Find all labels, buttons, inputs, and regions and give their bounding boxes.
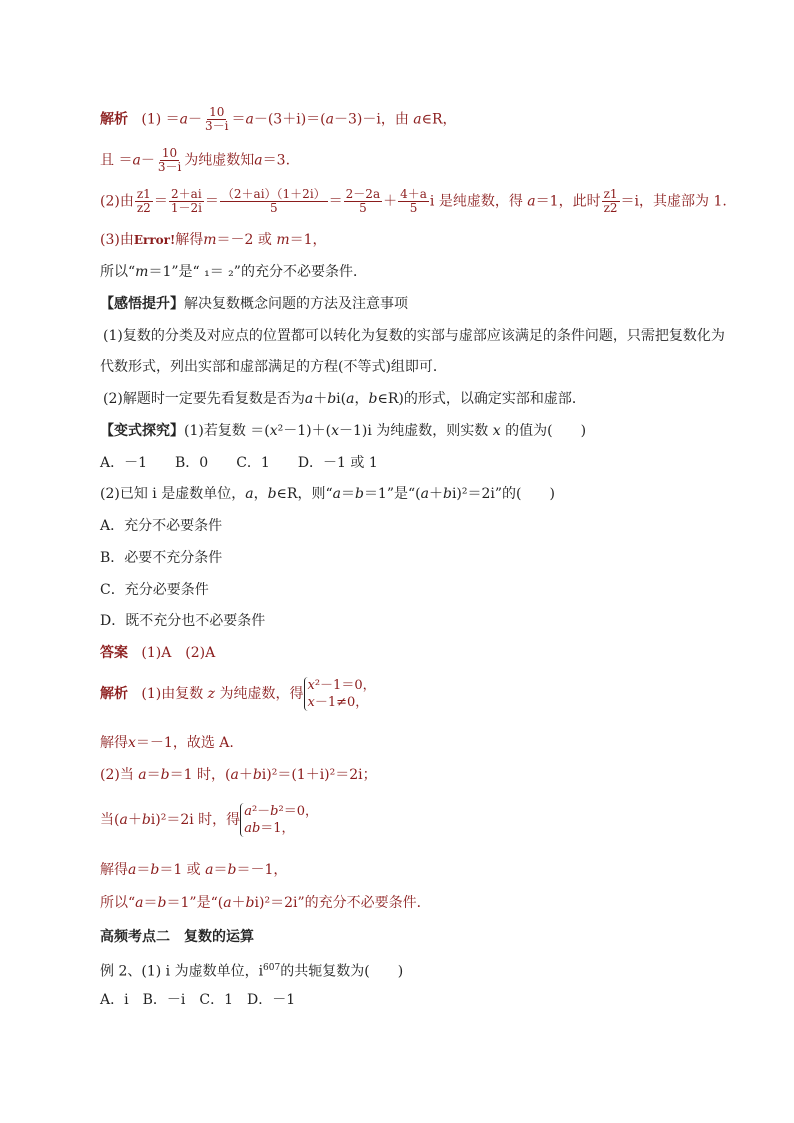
- fraction: $\frac{(2+ai)(1+2i)}{5}$: [221, 187, 326, 215]
- solution-line-1: 解析 (1) ＝a－ $\frac{10}{3-i}$ ＝a－(3＋i)＝(a－3)－i，由 a∈R，: [100, 105, 457, 133]
- fraction: $\frac{z1}{z2}$: [136, 187, 151, 215]
- solution-line-5: 所以“m＝1”是“ ₁＝ ₂”的充分不必要条件．: [100, 264, 367, 280]
- fraction: $\frac{z1}{z2}$: [603, 187, 618, 215]
- analysis-2-line-5: 解得a＝b＝1 或 a＝b＝－1，: [100, 862, 288, 878]
- equation-system: a²－b²＝0， ab＝1，: [240, 803, 318, 837]
- example-2-question: 例 2、(1) i 为虚数单位，$i^{607}$的共轭复数为( ): [100, 963, 404, 980]
- fraction: $\frac{10}{3-i}$: [205, 105, 229, 133]
- question-2-option-b: B．必要不充分条件: [100, 550, 223, 566]
- solution-line-3: (2)由 $\frac{z1}{z2}$ ＝ $\frac{2+ai}{1-2i}$ ＝ $\frac{(2+ai)(1+2i)}{5}$ ＝ $\frac{2-2a}{5}$ ＋ $\frac{4+a}{5}$ i 是纯虚数，得 a＝1，此时 $\frac{z1}{z2}$ ＝i，其虚部为 1.: [100, 187, 727, 215]
- solution-line-2: 且 ＝a－ $\frac{10}{3-i}$ 为纯虚数知a＝3.: [100, 146, 291, 174]
- question-2-option-d: D．既不充分也不必要条件: [100, 613, 266, 629]
- insight-paragraph-1b: 代数形式，列出实部和虚部满足的方程(不等式)组即可．: [100, 359, 447, 375]
- question-2-option-c: C．充分必要条件: [100, 582, 209, 598]
- analysis-2-line-1: 解析 (1)由复数 z 为纯虚数，得x²－1＝0， x－1≠0，: [100, 678, 376, 710]
- insight-paragraph-1a: (1)复数的分类及对应点的位置都可以转化为复数的实部与虚部应该满足的条件问题，只需把复数化为: [103, 328, 725, 344]
- variant-question-1: 【变式探究】(1)若复数 ＝(x²－1)＋(x－1)i 为纯虚数，则实数 x 的值为( ): [100, 423, 587, 439]
- analysis-2-line-4: 当(a＋bi)²＝2i 时，得a²－b²＝0， ab＝1，: [100, 804, 318, 836]
- fraction: $\frac{2-2a}{5}$: [345, 187, 381, 215]
- fraction: $\frac{10}{3-i}$: [157, 146, 182, 174]
- solution-line-4: (3)由Error!解得m＝－2 或 m＝1，: [100, 232, 327, 248]
- error-marker: Error!: [133, 233, 176, 247]
- insight-paragraph-2: (2)解题时一定要先看复数是否为a＋bi(a，b∈R)的形式，以确定实部和虚部．: [103, 391, 586, 407]
- variant-question-2: (2)已知 i 是虚数单位，a，b∈R，则“a＝b＝1”是“(a＋bi)²＝2i”的( ): [100, 486, 555, 502]
- analysis-label: 解析: [100, 111, 128, 128]
- fraction: $\frac{2+ai}{1-2i}$: [170, 187, 202, 215]
- analysis-2-line-6: 所以“a＝b＝1”是“(a＋bi)²＝2i”的充分不必要条件．: [100, 895, 431, 911]
- question-1-options: A．－1 B．0 C．1 D．－1 或 1: [100, 455, 378, 471]
- equation-system: x²－1＝0， x－1≠0，: [304, 677, 376, 711]
- question-2-option-a: A．充分不必要条件: [100, 518, 223, 534]
- section-heading: 高频考点二 复数的运算: [100, 929, 254, 945]
- insight-heading: 【感悟提升】解决复数概念问题的方法及注意事项: [100, 296, 408, 312]
- analysis-2-line-3: (2)当 a＝b＝1 时，(a＋bi)²＝(1＋i)²＝2i；: [100, 767, 377, 783]
- fraction: $\frac{4+a}{5}$: [400, 187, 427, 215]
- example-2-options: A．i B．－i C．1 D．－1: [100, 992, 296, 1008]
- answer-line: 答案 (1)A (2)A: [100, 645, 216, 661]
- analysis-2-line-2: 解得x＝－1，故选 A.: [100, 735, 234, 751]
